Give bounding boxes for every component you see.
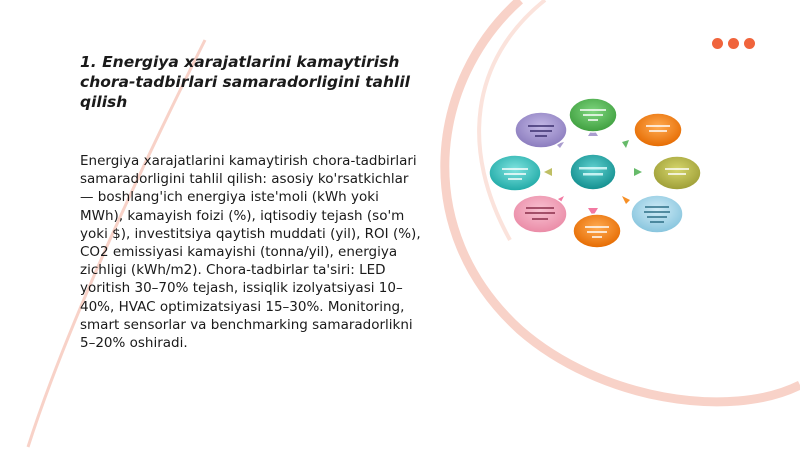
slide-body-text: Energiya xarajatlarini kamaytirish chora-tadbirlari samaradorligini tahlil qilish: asosiy ko'rsatkichlar — boshlang'ich energiya iste'moli (kWh yoki MWh), kamayish foizi (%), iqtisodiy tejash (so'm yoki $), investitsiya qaytish muddati (yil), ROI (%), CO2 emissiyasi kamayishi (tonna/yil), energiya zichligi (kWh/m2). Chora-tadbirlar ta'siri: LED yoritish 30–70% tejash, issiqlik izolyatsiyasi 10–40%, HVAC optimizatsiyasi 15–30%. Monitoring, smart sensorlar va benchmarking samaradorlikni 5–20% oshiradi. bbox=[80, 153, 421, 352]
three-dots-icon bbox=[712, 38, 758, 50]
node-bottom-right bbox=[631, 195, 683, 233]
dot-icon bbox=[744, 38, 755, 49]
dot-icon bbox=[728, 38, 739, 49]
center-node bbox=[570, 154, 616, 190]
arrow-icon bbox=[622, 140, 629, 148]
slide-title: 1. Energiya xarajatlarini kamaytirish chora-tadbirlari samaradorligini tahlil qilish bbox=[80, 53, 410, 111]
arrow-icon bbox=[634, 168, 642, 176]
arrow-icon bbox=[544, 168, 552, 176]
circular-process-diagram-image bbox=[484, 92, 702, 254]
dot-icon bbox=[712, 38, 723, 49]
arrow-icon bbox=[622, 196, 630, 204]
